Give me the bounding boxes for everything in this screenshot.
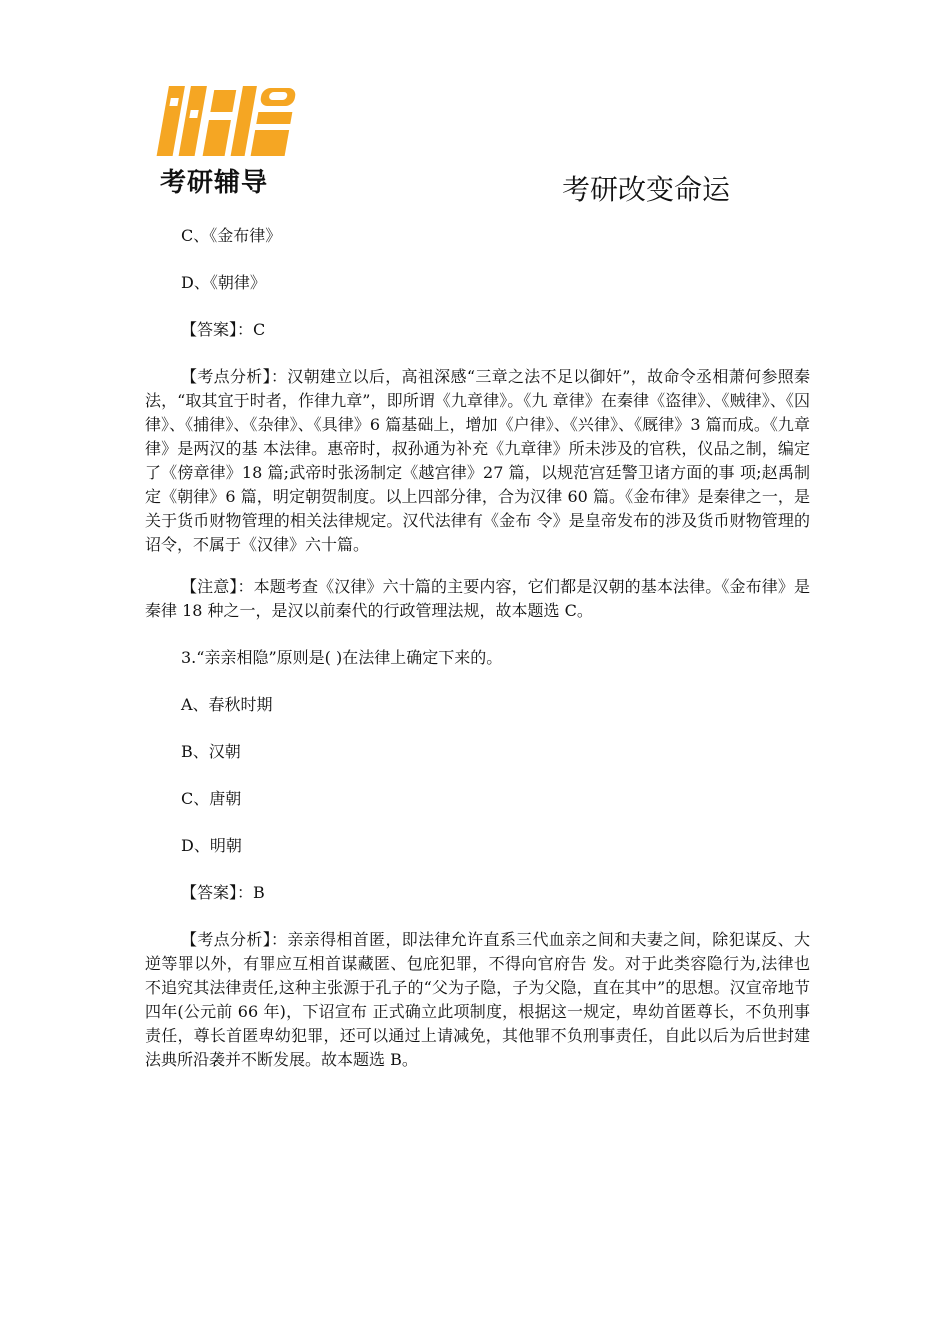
q3-option-a: A、春秋时期 bbox=[181, 695, 273, 714]
page-header bbox=[0, 0, 950, 210]
q3-option-b: B、汉朝 bbox=[181, 742, 241, 761]
document-body bbox=[145, 224, 810, 1072]
q3-question: 3.“亲亲相隐”原则是( )在法律上确定下来的。 bbox=[181, 648, 503, 667]
q3-option-c: C、唐朝 bbox=[181, 789, 242, 808]
q2-note: 【注意】：本题考查《汉律》六十篇的主要内容，它们都是汉朝的基本法律。《金布律》是秦律 18 种之一，是汉以前秦代的行政管理法规，故本题选 C。 bbox=[145, 577, 810, 620]
slogan: 考研改变命运 bbox=[562, 173, 731, 206]
q3-analysis: 【考点分析】：亲亲得相首匿，即法律允许直系三代血亲之间和夫妻之间，除犯谋反、大逆等罪以外，有罪应互相首谋藏匿、包庇犯罪，不得向官府告 发。对于此类容隐行为,法律也不追究其法律责任,这种主张源于孔子的“父为子隐，子为父隐，直在其中”的思想。汉宣帝地节四年(公元前 66 年)，下诏宣布 正式确立此项制度，根据这一规定，卑幼首匿尊长，不负刑事责任，尊长首匿卑幼犯罪，还可以通过上请减免，其他罪不负刑事责任，自此以后为后世封建法典所沿袭并不断发展。故本题选 B。 bbox=[145, 930, 810, 1069]
q2-option-c: C、《金布律》 bbox=[181, 226, 282, 245]
q2-answer: 【答案】：C bbox=[181, 320, 266, 339]
logo-text: 考研辅导 bbox=[160, 168, 269, 198]
q3-option-d: D、明朝 bbox=[181, 836, 242, 855]
q3-answer: 【答案】：B bbox=[181, 883, 265, 902]
q2-option-d: D、《朝律》 bbox=[181, 273, 266, 292]
q2-analysis: 【考点分析】：汉朝建立以后，高祖深感“三章之法不足以御奸”，故命令丞相萧何参照秦法，“取其宜于时者，作律九章”，即所谓《九章律》。《九 章律》在秦律《盗律》、《贼律》、《囚律》、《捕律》、《杂律》、《具律》6 篇基础上，增加《户律》、《兴律》、《厩律》3 篇而成。《九章律》是两汉的基 本法律。惠帝时，叔孙通为补充《九章律》所未涉及的官秩，仪品之制，编定了《傍章律》18 篇;武帝时张汤制定《越宫律》27 篇，以规范宫廷警卫诸方面的事 项;赵禹制定《朝律》6 篇，明定朝贺制度。以上四部分律，合为汉律 60 篇。《金布律》是秦律之一，是关于货币财物管理的相关法律规定。汉代法律有《金布 令》是皇帝发布的涉及货币财物管理的诏令，不属于《汉律》六十篇。 bbox=[145, 367, 810, 554]
